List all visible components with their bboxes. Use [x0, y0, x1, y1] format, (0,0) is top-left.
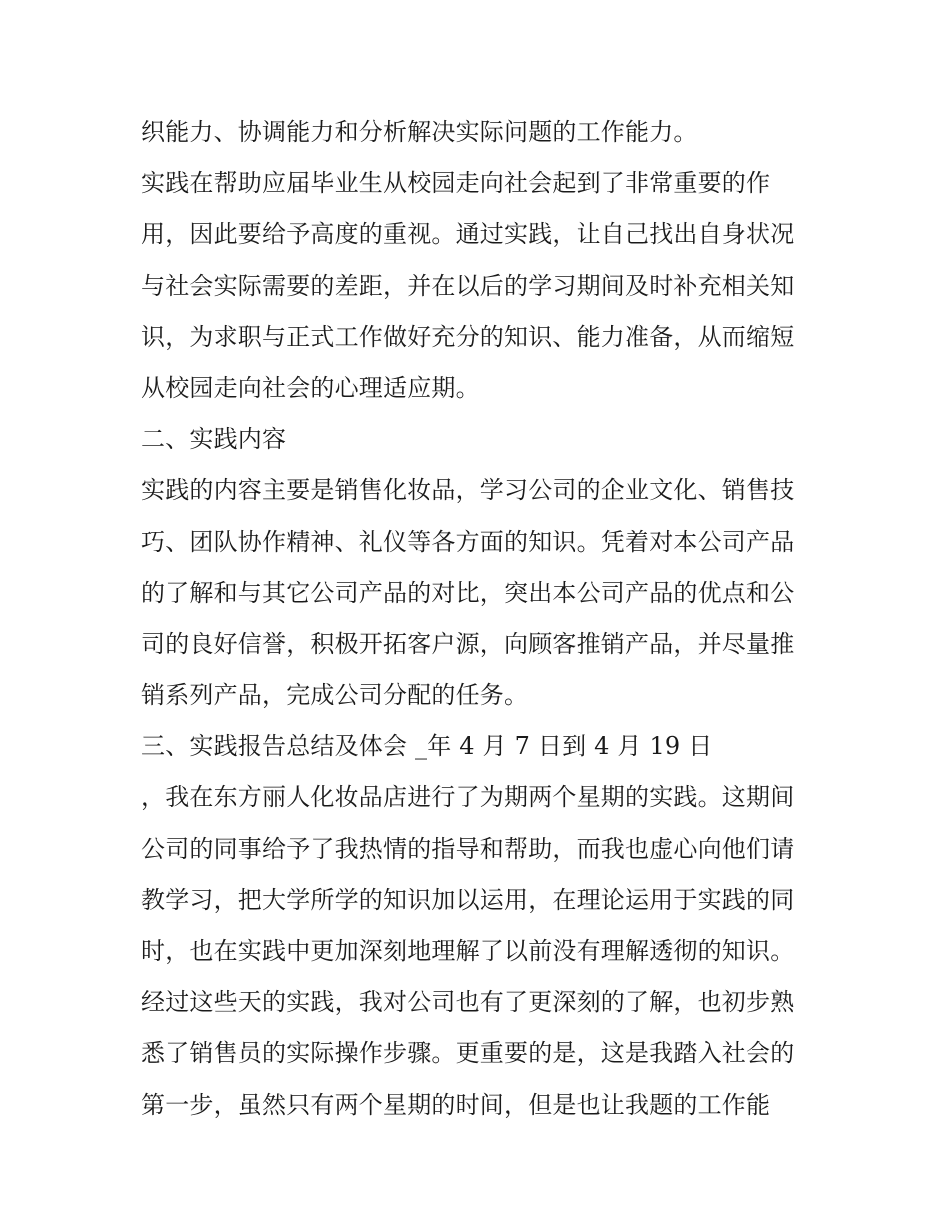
text-line: 公司的同事给予了我热情的指导和帮助，而我也虚心向他们请 — [141, 834, 795, 863]
text-line: 识，为求职与正式工作做好充分的知识、能力准备，从而缩短 — [141, 322, 795, 351]
text-line: 时，也在实践中更加深刻地理解了以前没有理解透彻的知识。 — [141, 937, 795, 965]
text-line: 第一步，虽然只有两个星期的时间，但是也让我题的工作能 — [141, 1090, 771, 1119]
text-line: 与社会实际需要的差距，并在以后的学习期间及时补充相关知 — [141, 271, 795, 300]
text-line: 用，因此要给予高度的重视。通过实践，让自己找出自身状况 — [141, 220, 795, 249]
section-heading: 二、实践内容 — [141, 425, 287, 454]
text-line: 司的良好信誉，积极开拓客户源，向顾客推销产品，并尽量推 — [141, 629, 795, 658]
text-line: 织能力、协调能力和分析解决实际问题的工作能力。 — [141, 118, 698, 146]
text-line: 实践在帮助应届毕业生从校园走向社会起到了非常重要的作 — [141, 169, 771, 198]
text-line: ，我在东方丽人化妆品店进行了为期两个星期的实践。这期间 — [141, 783, 795, 812]
text-line: 的了解和与其它公司产品的对比，突出本公司产品的优点和公 — [141, 578, 795, 607]
section-heading: 三、实践报告总结及体会 _年 4 月 7 日到 4 月 19 日 — [141, 732, 713, 761]
text-line: 销系列产品，完成公司分配的任务。 — [141, 681, 529, 710]
text-line: 悉了销售员的实际操作步骤。更重要的是，这是我踏入社会的 — [141, 1039, 795, 1068]
text-line: 实践的内容主要是销售化妆品，学习公司的企业文化、销售技 — [141, 476, 795, 505]
document-body — [141, 107, 821, 1131]
text-line: 教学习，把大学所学的知识加以运用，在理论运用于实践的同 — [141, 885, 795, 914]
text-line: 经过这些天的实践，我对公司也有了更深刻的了解，也初步熟 — [141, 988, 795, 1017]
text-line: 从校园走向社会的心理适应期。 — [141, 373, 480, 402]
text-line: 巧、团队协作精神、礼仪等各方面的知识。凭着对本公司产品 — [141, 527, 795, 556]
